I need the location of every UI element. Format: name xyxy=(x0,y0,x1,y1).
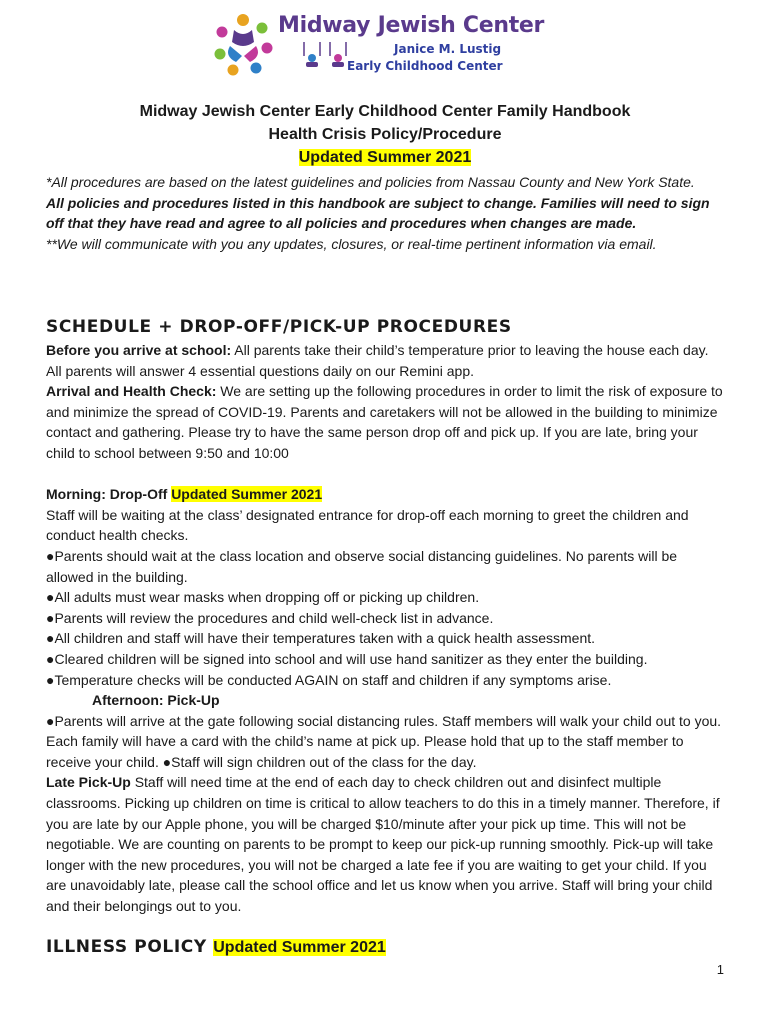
document-title: Midway Jewish Center Early Childhood Center Family Handbook xyxy=(139,103,631,120)
arrival-label: Arrival and Health Check: xyxy=(46,383,217,400)
afternoon-heading xyxy=(46,690,726,711)
document-subtitle: Health Crisis Policy/Procedure xyxy=(268,126,502,143)
intro-note-guidelines: *All procedures are based on the latest guidelines and policies from Nassau County and New York State. xyxy=(46,174,695,190)
arrival-paragraph xyxy=(46,381,726,463)
late-pickup-paragraph xyxy=(46,772,726,916)
before-arrival-label: Before you arrive at school: xyxy=(46,342,232,358)
arrival-text: We are setting up the following procedures in order to limit the risk of exposure to and minimize the spread of COVID-19. Parents and caretakers will not be allowed in the building to minimize contact and gathering. Please try to have the same person drop off and pick up. If you are late, bring your child to school between 9:50 and 10:00 xyxy=(46,383,723,461)
document-header xyxy=(0,100,770,169)
afternoon-label: Afternoon: Pick-Up xyxy=(92,692,220,709)
center-logo xyxy=(212,12,545,80)
before-arrival-text: All parents take their child’s temperature prior to leaving the house each day. All parents will answer 4 essential questions daily on our Remini app. xyxy=(46,342,709,379)
before-arrival-paragraph xyxy=(46,340,726,381)
intro-note-communication: **We will communicate with you any updates, closures, or real-time pertinent information via email. xyxy=(46,235,657,252)
morning-text: Staff will be waiting at the class’ designated entrance for drop-off each morning to greet the children and conduct health checks. xyxy=(46,506,689,544)
swing-children-icon xyxy=(300,42,350,68)
schedule-heading: SCHEDULE + DROP-OFF/PICK-UP PROCEDURES xyxy=(46,317,512,337)
bullet-item: ●Parents will review the procedures and child well-check list in advance. xyxy=(46,609,494,626)
logo-subtitle-name: Janice M. Lustig xyxy=(394,42,502,56)
bullet-item: ●Parents should wait at the class location and observe social distancing guidelines. No parents will be allowed in the building. xyxy=(46,547,678,585)
afternoon-text: ●Parents will arrive at the gate following social distancing rules. Staff members will walk your child out to you. Each family will have a card with the child’s name at pick up. Please hold that up to the staff member to receive your child. ●Staff will sign children out of the class for the day. xyxy=(46,712,722,770)
illness-heading-text: ILLNESS POLICY xyxy=(46,937,214,957)
schedule-section xyxy=(46,316,726,917)
late-pickup-text: Staff will need time at the end of each day to check children out and disinfect multiple classrooms. Picking up children on time is critical to allow teachers to do this in a timely manner. Therefore, if you are late by our Apple phone, you will be charged $10/minute after your pick up time. This will not be negotiable. We are counting on parents to be prompt to keep our pick-up running smoothly. Pick-up will take longer with the new procedures, you will not be charged a late fee if you are waiting to get your child. If you are unavoidably late, please call the school office and let us know when you arrive. Staff will bring your child and their belongings out to you. xyxy=(46,774,720,915)
updated-badge: Updated Summer 2021 xyxy=(298,149,472,166)
children-circle-logo-icon xyxy=(212,12,274,80)
illness-updated-badge: Updated Summer 2021 xyxy=(213,939,386,956)
bullet-item: ●All adults must wear masks when dropping off or picking up children. xyxy=(46,589,480,606)
morning-updated-badge: Updated Summer 2021 xyxy=(171,486,323,503)
intro-notes xyxy=(46,172,726,254)
logo-title: Midway Jewish Center xyxy=(278,13,545,38)
bullet-item: ●All children and staff will have their temperatures taken with a quick health assessment. xyxy=(46,630,596,647)
logo-subtitle-center: Early Childhood Center xyxy=(347,59,503,73)
morning-heading xyxy=(46,484,726,505)
bullet-item: ●Temperature checks will be conducted AGAIN on staff and children if any symptoms arise. xyxy=(46,671,612,688)
late-pickup-label: Late Pick-Up xyxy=(46,774,131,791)
page-number: 1 xyxy=(716,962,724,977)
illness-policy-heading xyxy=(46,937,386,957)
bullet-item: ●Cleared children will be signed into school and will use hand sanitizer as they enter the building. xyxy=(46,650,648,667)
intro-note-policy-change: All policies and procedures listed in this handbook are subject to change. Families will need to sign off that they have read and agree to all policies and procedures when changes are made. xyxy=(46,194,710,232)
morning-label: Morning: Drop-Off xyxy=(46,486,172,503)
